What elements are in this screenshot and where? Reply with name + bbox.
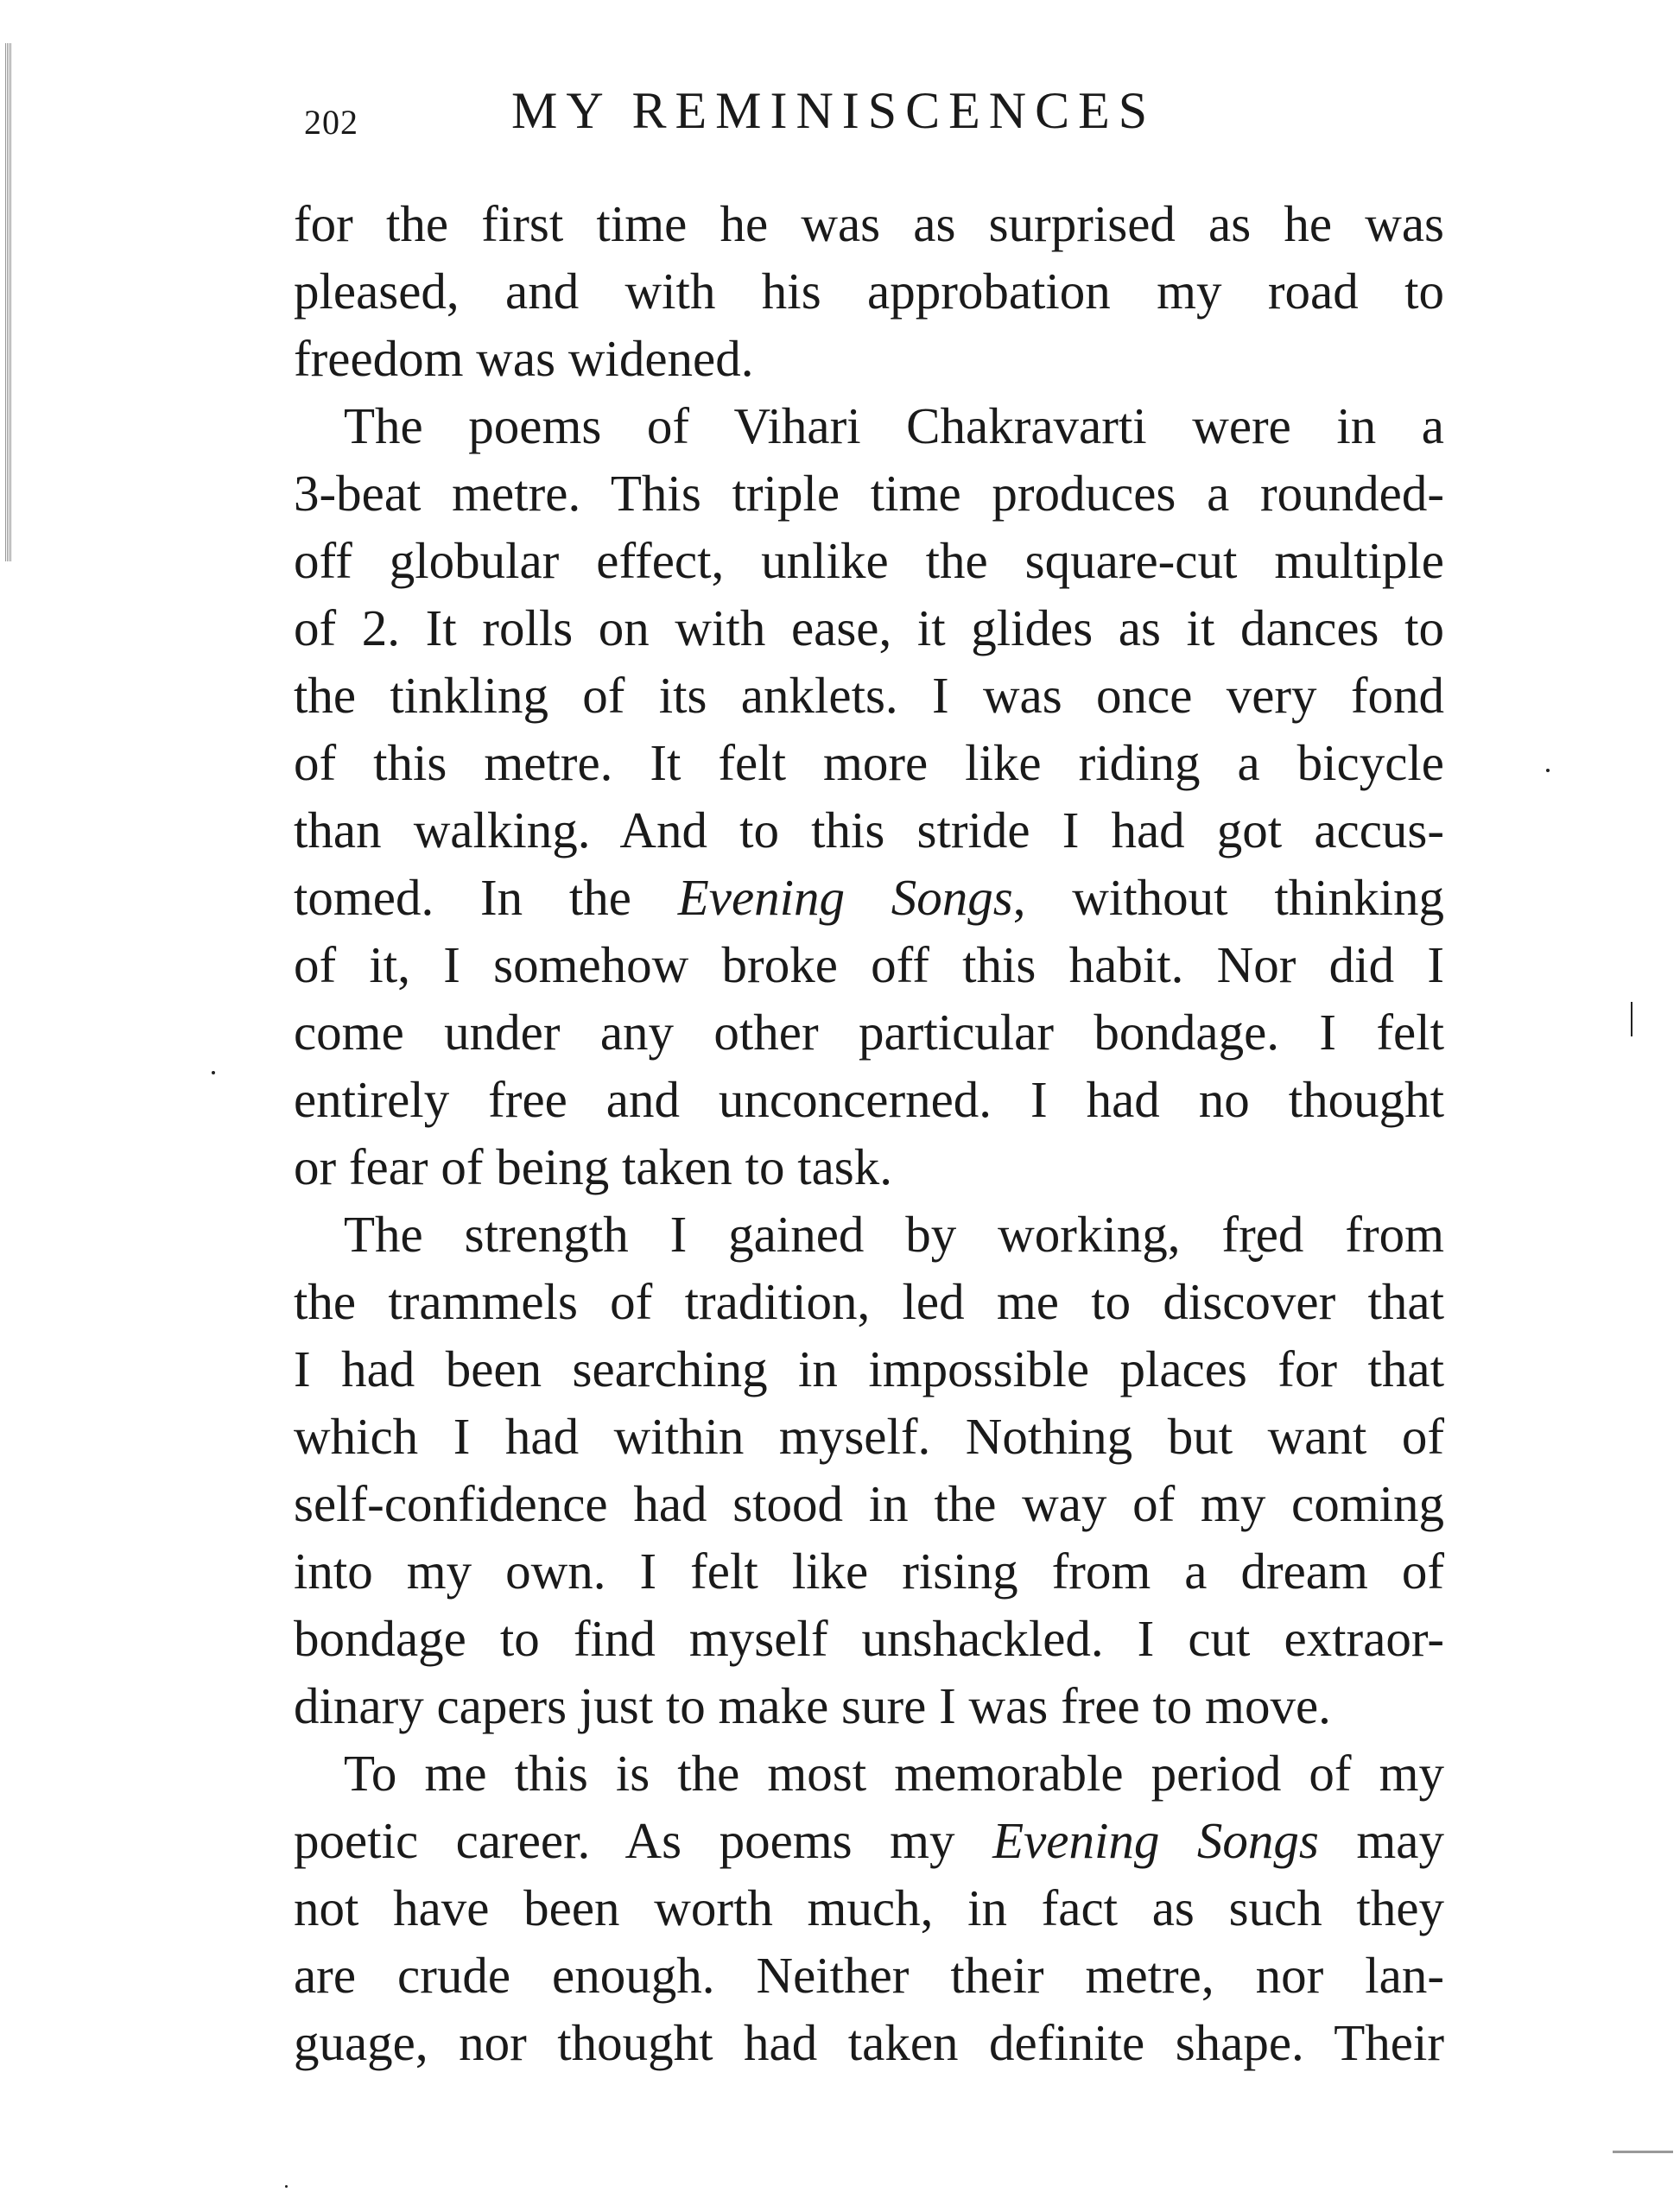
text-fragment: poetic career. As poems my — [294, 1812, 993, 1869]
text-line: of it, I somehow broke off this habit. Nor did I — [294, 936, 1444, 993]
book-title-italic: Evening Songs — [992, 1812, 1319, 1869]
text-fragment: , without thinking — [1012, 869, 1444, 926]
page-number: 202 — [304, 103, 358, 142]
text-line: To me this is the most memorable period of my — [344, 1745, 1444, 1802]
text-line-with-title — [294, 1807, 1444, 1874]
text-line: for the first time he was as surprised as he was — [294, 195, 1444, 252]
scan-speck — [1631, 1002, 1632, 1036]
scan-speck — [1546, 769, 1550, 772]
text-line: the tinkling of its anklets. I was once very fond — [294, 667, 1444, 724]
book-title-italic: Evening Songs — [677, 869, 1013, 926]
text-line: not have been worth much, in fact as such they — [294, 1879, 1444, 1936]
text-line: The strength I gained by working, fr̮ed from — [344, 1206, 1444, 1263]
text-line: freedom was widened. — [294, 330, 754, 387]
text-line: entirely free and unconcerned. I had no thought — [294, 1071, 1444, 1128]
text-line: dinary capers just to make sure I was free to move. — [294, 1677, 1331, 1734]
text-line: the trammels of tradition, led me to discover that — [294, 1273, 1444, 1330]
text-fragment: may — [1318, 1812, 1444, 1869]
scan-speck — [285, 2185, 288, 2188]
text-line: guage, nor thought had taken definite shape. Their — [294, 2014, 1444, 2071]
text-line: pleased, and with his approbation my road to — [294, 263, 1444, 320]
text-line: The poems of Vihari Chakravarti were in a — [344, 397, 1444, 454]
scan-corner-mark — [1613, 2130, 1673, 2153]
text-line: into my own. I felt like rising from a dream of — [294, 1543, 1444, 1600]
text-line: I had been searching in impossible places for that — [294, 1340, 1444, 1397]
text-line: than walking. And to this stride I had got accus- — [294, 802, 1444, 859]
running-title: MY REMINISCENCES — [511, 82, 1157, 139]
text-line: which I had within myself. Nothing but want of — [294, 1408, 1444, 1465]
text-line: of 2. It rolls on with ease, it glides as it dances to — [294, 599, 1444, 656]
page-header — [304, 76, 1444, 154]
text-line: come under any other particular bondage. I felt — [294, 1004, 1444, 1061]
text-line: bondage to find myself unshackled. I cut extraor- — [294, 1610, 1444, 1667]
text-line: off globular effect, unlike the square-cut multiple — [294, 532, 1444, 589]
body-text — [294, 190, 1444, 2076]
text-line: of this metre. It felt more like riding a bicycle — [294, 734, 1444, 791]
scan-speck — [212, 1071, 215, 1074]
text-line: 3-beat metre. This triple time produces a rounded- — [294, 465, 1444, 522]
text-line: are crude enough. Neither their metre, nor lan- — [294, 1947, 1444, 2004]
text-fragment: tomed. In the — [294, 869, 678, 926]
page-gutter-edge — [5, 43, 12, 561]
text-line-with-title — [294, 864, 1444, 931]
text-line: self-confidence had stood in the way of my coming — [294, 1475, 1444, 1532]
text-line: or fear of being taken to task. — [294, 1138, 892, 1195]
